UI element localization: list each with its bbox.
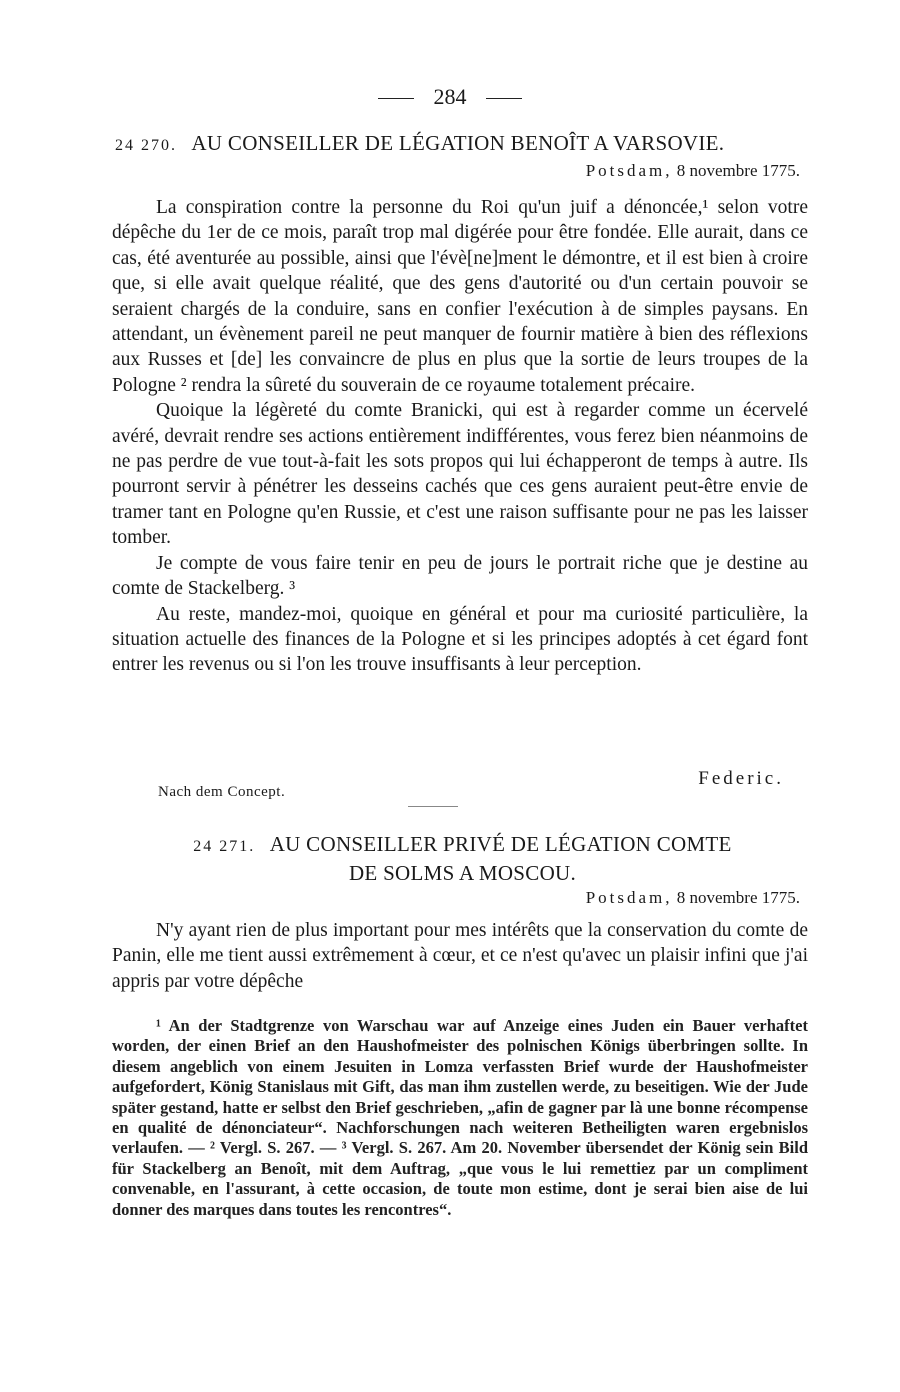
section-divider [408,806,458,807]
letter2-title-line2: DE SOLMS A MOSCOU. [348,861,577,885]
letter1-source: Nach dem Concept. [158,784,286,800]
letter1-body [112,195,808,678]
header-rule-left [378,98,414,99]
letter1-signature: Federic. [698,768,784,789]
letter2-title-line1 [115,831,810,860]
letter2-dateline [586,888,800,908]
letter2-title: AU CONSEILLER PRIVÉ DE LÉGATION COMTE [269,832,732,856]
letter1-place: Potsdam, [585,161,673,180]
letter2-paragraph-1: N'y ayant rien de plus important pour mes intérêts que la conservation du comte de Panin, elle me tient aussi extrêmement à cœur, et ce n'est qu'avec un plaisir infini que j'ai appris par votre dépêche [112,920,808,992]
letter1-date: 8 novembre 1775. [676,161,800,180]
letter1-paragraph-1: La conspiration contre la personne du Roi qu'un juif a dénoncée,¹ selon votre dépêche du 1er de ce mois, paraît trop mal digérée pour être fondée. Elle aurait, dans ce cas, été aventurée au possible, ainsi que l'évè[ne]ment le démontre, et il est bien à croire que, si elle avait quelque réalité, que des gens d'autorité ou d'un certain pouvoir se seraient chargés de la conduire, sans en confier l'exécution à de simples paysans. En attendant, un évènement pareil ne peut manquer de fournir matière à bien des réflexions aux Russes et [de] les convaincre de plus en plus que la sortie de leurs troupes de la Pologne ² rendra la sûreté du souverain de ce royaume totalement précaire. [112,197,808,396]
letter1-number: 24 270. [115,137,177,154]
letter1-paragraph-4: Au reste, mandez-moi, quoique en général et pour ma curiosité particulière, la situation actuelle des finances de la Pologne et si les principes adoptés à cet égard font entrer les revenus ou si l'on les trouve insuffisants à leur perception. [112,603,808,676]
page-header [0,84,900,110]
letter1-heading [115,130,810,159]
letter2-body [112,918,808,994]
letter1-dateline [586,161,800,181]
footnotes [112,1016,808,1220]
letter2-heading [115,831,810,886]
letter2-date: 8 novembre 1775. [676,888,800,907]
footnote-text: ¹ An der Stadtgrenze von Warschau war auf Anzeige eines Juden ein Bauer verhaftet worden, der einen Brief an den Haushofmeister des polnischen Königs überbringen sollte. In diesem angeblich von einem Jesuiten in Lomza verfassten Brief wurde der Haushofmeister aufgefordert, König Stanislaus mit Gift, das man ihm zustellen werde, zu beseitigen. Wie der Jude später gestand, hatte er selbst den Brief geschrieben, „afin de gagner par là une bonne récompense en qualité de dénonciateur“. Nachforschungen nach weiteren Betheiligten waren ergebnislos verlaufen. — ² Vergl. S. 267. — ³ Vergl. S. 267. Am 20. November übersendet der König sein Bild für Stackelberg an Benoît, mit dem Auftrag, „que vous le lui remettiez par un compliment convenable, en l'assurant, à cette occasion, de toute mon estime, dont je serai bien aise de lui donner des marques dans toutes les rencontres“. [112,1016,808,1219]
header-rule-right [486,98,522,99]
letter2-number: 24 271. [193,838,256,855]
letter1-paragraph-3: Je compte de vous faire tenir en peu de jours le portrait riche que je destine au comte de Stackelberg. ³ [112,552,808,600]
letter1-title: AU CONSEILLER DE LÉGATION BENOÎT A VARSOVIE. [191,131,725,155]
letter2-place: Potsdam, [585,888,673,907]
letter1-paragraph-2: Quoique la légèreté du comte Branicki, qui est à regarder comme un écervelé avéré, devrait rendre ses actions entièrement indifférentes, vous ferez bien néanmoins de ne pas perdre de vue tout-à-fait les sots propos qui lui échapperont de temps à autre. Ils pourront servir à pénétrer les desseins cachés que ces gens auraient peut-être envie de tramer tant en Pologne qu'en Russie, et c'est une raison suffisante pour ne pas les laisser tomber. [112,400,808,549]
page-number: 284 [433,84,467,109]
